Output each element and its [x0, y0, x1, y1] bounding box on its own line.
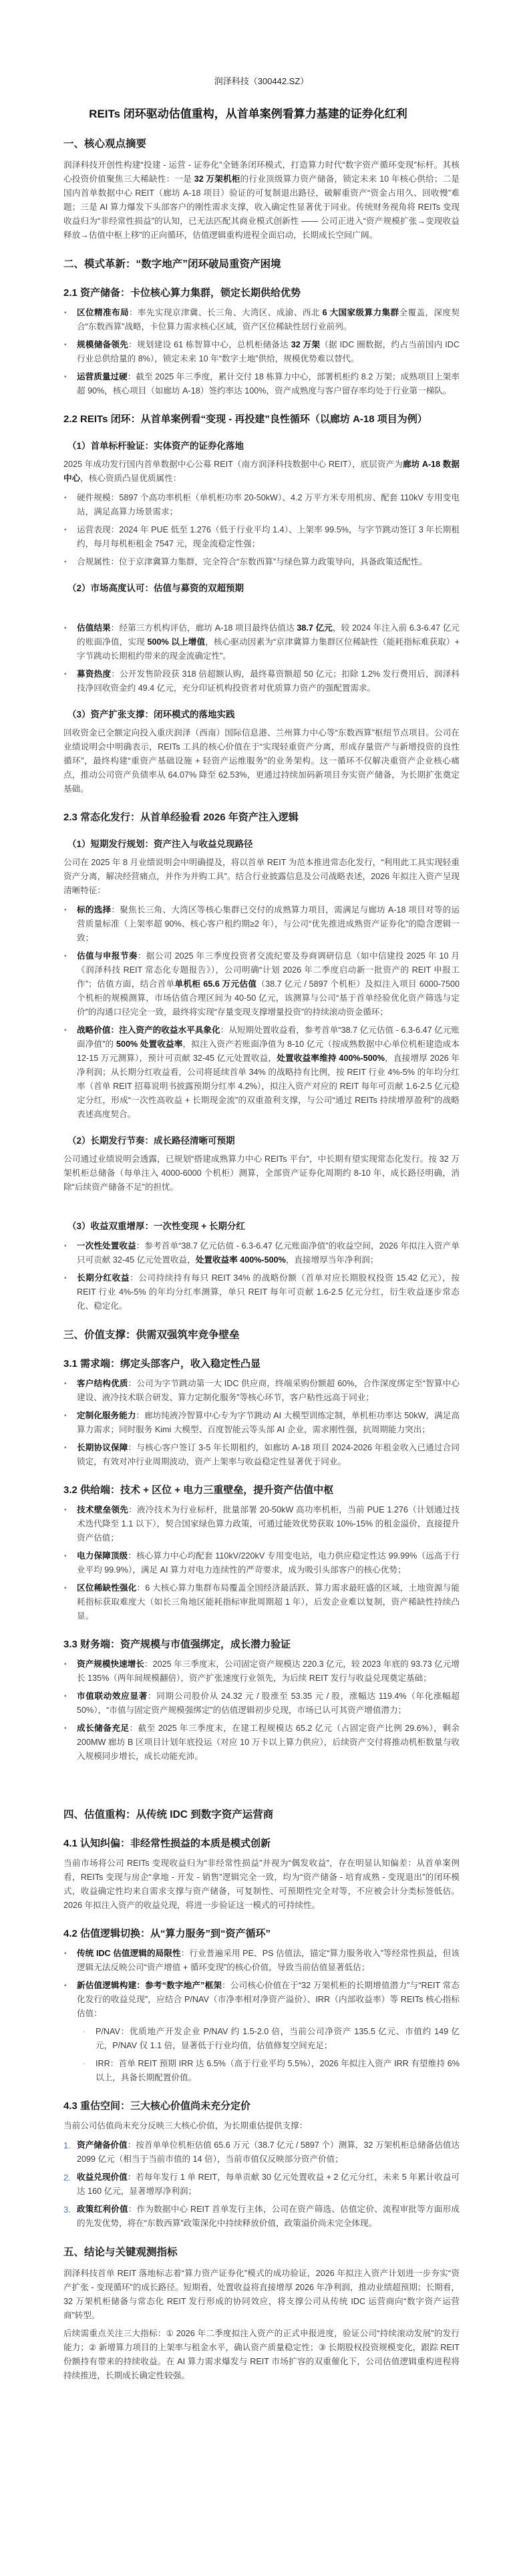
- bold-text: 标的选择: [77, 905, 112, 915]
- bold-text: 估值与申报节奏: [77, 951, 138, 961]
- subsection-heading: 2.1 资产储备：卡位核心算力集群，锁定长期供给优势: [63, 287, 301, 299]
- text-run: ：截至 2025 年三季度，累计交付 18 栋算力中心，部署机柜约 8.2 万架；成熟项目上架率超 90%，核心项目（如廊坊 A-18）签约率达 100%，资产成熟度与客户留存率均处于行业第一梯队。: [77, 372, 460, 395]
- text-run: P/NAV：优质地产开发企业 P/NAV 约 1.5-2.0 倍，当前公司净资产 135.5 亿元、市值约 149 亿元，P/NAV 仅 1.1 倍，显著低于行业均值，估值修复空间充足；: [96, 2027, 460, 2050]
- text-run: 当前市场将公司 REITs 变现收益归为“非经常性损益”并视为“偶发收益”，存在明显认知偏差：从首单案例看，REITs 变现与房企“拿地 - 开发 - 销售”逻辑完全一致，均为“资产储备 - 培育成熟 - 变现退出”的闭环模式，收益确定性均来自需求支撑与资产储备，可复制性、可预期性完全对等，不应被会计分类标签低估。2026 年拟注入资产的收益兑现，将进一步验证这一模式的可持续性。: [63, 1859, 460, 1910]
- subsection-heading: 4.2 估值逻辑切换：从“算力服务”到“资产循环”: [63, 1928, 271, 1939]
- text-run: ：按首单单位机柜估值 65.6 万元（38.7 亿元 / 5897 个）测算，32 万架机柜总储备估值达 2099 亿元（相当于当前市值的 14 倍），当前市值仅反映部分资产价值；: [77, 2140, 460, 2164]
- bullet-icon: •: [64, 1661, 67, 1668]
- bullet-list: [63, 903, 460, 1122]
- text-run: ，拟注入资产若账面净值为 8-10 亿元（按成熟数据中心单位机柜建造成本 12-15 万元测算），预计可贡献 32-45 亿元处置收益，: [77, 1039, 460, 1063]
- text-run: 润泽科技首单 REIT 落地标志着“算力资产证券化”模式的成功验证，2026 年拟注入资产计划进一步夯实“资产扩张 - 变现循环”的成长路径。短期看，处置收益将直接增厚 2026 年净利润，推动业绩超预期；长期看，32 万架机柜储备与常态化 REIT 发行形成的协同效应，将支撑公司从传统 IDC 运营商向“数字资产运营商”转型。: [63, 2269, 460, 2320]
- list-item: [63, 1441, 460, 1469]
- bullet-icon: •: [64, 671, 67, 678]
- bold-text: 收益兑现价值: [77, 2172, 128, 2182]
- text-run: 后续需重点关注三大指标：① 2026 年二季度拟注入资产的正式申报进度，验证公司“持续滚动发展”的发行能力；② 新增算力项目的上架率与租金水平，确认资产质量稳定性；③ 长期股权投资规模变化，跟踪 REIT 份额持有带来的持续收益。在 AI 算力需求爆发与 REIT 市场扩容的双重催化下，公司估值逻辑重构进程将持续推进，长期成长确定性较强。: [63, 2329, 460, 2380]
- text-run: ：公司为字节跳动第一大 IDC 供应商，终端采购份额超 60%，合作深度绑定至“智算中心建设、液冷技术联合研发、算力定制化服务”等核心环节，客户粘性远高于同业；: [77, 1379, 460, 1402]
- bold-text: 资产规模快速增长: [77, 1659, 144, 1669]
- bullet-list: [63, 1657, 460, 1764]
- paragraph: [63, 1152, 460, 1194]
- bullet-icon: •: [64, 1027, 67, 1034]
- list-item: [63, 949, 460, 1019]
- bullet-icon: •: [64, 1380, 67, 1388]
- bullet-list: [63, 1947, 460, 2085]
- bullet-icon: •: [64, 1412, 67, 1420]
- list-item: [63, 523, 460, 551]
- section-heading: 一、核心观点摘要: [63, 138, 147, 150]
- bullet-icon: •: [64, 1553, 67, 1560]
- section-heading: 五、结论与关键观测指标: [63, 2247, 178, 2258]
- paragraph: [63, 1857, 460, 1913]
- subsection-heading: 4.3 重估空间：三大核心价值尚未充分定价: [63, 2100, 251, 2112]
- bold-text: 资产储备价值: [77, 2140, 128, 2150]
- bullet-icon: •: [64, 373, 67, 381]
- text-run: 回收资金已全额定向投入重庆润泽（西南）国际信息港、兰州算力中心等“东数西算”枢纽节点项目。公司在业绩说明会中明确表示，REITs 工具的核心价值在于“实现轻重资产分离，形成存量资产与新增投资的良性循环”，最终构建“重资产基础设施 + 轻资产运维服务”的业务架构。这一循环不仅解决重资产企业核心痛点，推动公司资产负债率从 64.07% 降至 62.53%，更通过持续加码新项目夯实资产储备，为长期扩张奠定基础。: [63, 728, 460, 794]
- bold-text: 长期分红收益: [77, 1273, 130, 1283]
- bold-text: 32 万架: [291, 340, 321, 349]
- list-item: [63, 1271, 460, 1313]
- text-run: ：核心算力中心均配套 110kV/220kV 专用变电站，电力供应稳定性达 99.99%（远高于行业平均 99.9%），满足 AI 算力对电力连续性的严苛要求，成为吸引头部客户的核心优势；: [77, 1551, 460, 1575]
- list-item: [63, 1239, 460, 1267]
- list-item: [63, 306, 460, 334]
- bullet-icon: •: [64, 1275, 67, 1282]
- text-run: ：公开发售阶段获 318 倍超额认购，最终募资额超 50 亿元；扣除 1.2% 发行费用后，润泽科技净回收资金约 49.4 亿元，充分印证机构投资者对优质算力资产的强配置需求。: [77, 669, 460, 693]
- text-run: ：行业普遍采用 PE、PS 估值法，锚定“算力服务收入”等经常性损益，但该逻辑无法反映公司“资产增值 + 循环变现”的核心价值，导致当前估值显著低估；: [77, 1949, 460, 1972]
- text-run: IRR：首单 REIT 预期 IRR 达 6.5%（高于行业平均 5.5%），2026 年拟注入资产 IRR 有望维持 6% 以上，具备长期配置价值。: [96, 2059, 460, 2082]
- list-item: [63, 2203, 460, 2231]
- bold-text: 区位稀缺性强化: [77, 1583, 137, 1593]
- list-item: [63, 667, 460, 695]
- text-run: ：若每年发行 1 单 REIT，每单贡献 30 亿元处置收益 + 2 亿元分红，未来 5 年累计收益可达 160 亿元，显著增厚净利润；: [77, 2172, 460, 2196]
- bullet-list: [63, 1239, 460, 1313]
- sub-subsection-heading: （3）收益双重增厚：一次性变现 + 长期分红: [67, 1221, 245, 1231]
- paragraph: [63, 458, 460, 486]
- sub-subsection-heading: （1）首单标杆验证：实体资产的证券化落地: [67, 441, 244, 451]
- sub-subsection-heading: （1）短期发行规划：资产注入与收益兑现路径: [67, 839, 253, 849]
- subsection-heading: 2.3 常态化发行：从首单经验看 2026 年资产注入逻辑: [63, 812, 299, 823]
- text-run: ，核心驱动因素为“京津冀算力集群区位稀缺性（能耗指标难获取）+ 字节跳动长期租约带来的现金流确定性”。: [77, 637, 460, 661]
- list-item: [63, 370, 460, 398]
- list-item: [63, 2138, 460, 2166]
- text-run: ：同期公司股价从 24.32 元 / 股涨至 53.35 元 / 股，涨幅达 119.4%（年化涨幅超 50%），“市值与固定资产规模强绑定”的估值逻辑初步兑现，市场已认可其资产增值潜力；: [77, 1692, 460, 1715]
- subsection-heading: 3.2 供给端：技术 + 区位 + 电力三重壁垒，提升资产估值中枢: [63, 1484, 334, 1496]
- nested-list-item: [77, 2057, 460, 2085]
- text-run: 润泽科技开创性构建“投建 - 运营 - 证券化”全链条闭环模式，打造算力时代“数字资产循环变现”标杆。其核心投资价值聚焦三大稀缺性：一是: [63, 160, 460, 184]
- text-run: ，核心资质凸显优质属性：: [80, 474, 182, 483]
- text-run: ：据公司 2025 年三季度投资者交流纪要及券商调研信息（如中信建投 2025 年 10 月《润泽科技 REIT 常态化专题报告》），公司明确“计划 2026 年二季度启动新一批资产的 REIT 申报工作”；估值方面，结合首单: [77, 951, 460, 989]
- paragraph: [63, 2327, 460, 2383]
- bullet-icon: •: [64, 1585, 67, 1592]
- nested-list: [77, 2025, 460, 2085]
- bullet-icon: •: [64, 1725, 67, 1732]
- bullet-icon: •: [64, 1444, 67, 1452]
- bold-text: 客户结构优质: [77, 1379, 128, 1388]
- paragraph: [63, 726, 460, 796]
- text-run: 2025 年成功发行国内首单数据中心公募 REIT（南方润泽科技数据中心 REIT），底层资产为: [63, 460, 403, 469]
- bullet-icon: •: [64, 907, 67, 914]
- bullet-list: [63, 491, 460, 569]
- bold-text: 处置收益率维持 400%-500%: [277, 1054, 385, 1063]
- bullet-icon: •: [64, 625, 67, 632]
- list-item: [63, 1722, 460, 1764]
- bold-text: 500% 以上增值: [147, 637, 206, 647]
- bullet-list: [63, 621, 460, 695]
- list-number: 1.: [63, 2140, 71, 2150]
- text-run: ：作为数据中心 REIT 首单发行主体，公司在资产筛选、估值定价、流程审批等方面形成的先发优势，将在“东数西算”政策深化中持续释放价值，政策溢价尚未完全体现。: [77, 2205, 460, 2228]
- text-run: ，较 2024 年注入前 6.3-6.47 亿元的账面净值，实现: [77, 623, 460, 647]
- bold-text: 一次性处置收益: [77, 1241, 136, 1251]
- list-item: [63, 338, 460, 366]
- paragraph: [63, 2119, 460, 2133]
- sub-subsection-heading: （3）资产扩张支撑：闭环模式的落地实践: [67, 709, 235, 719]
- text-run: 硬件规模：5897 个高功率机柜（单机柜功率 20-50kW）、4.2 万平方米专用机房、配套 110kV 专用变电站，满足高算力场景需求；: [77, 493, 460, 516]
- text-run: ：廊坊纯液冷智算中心专为字节跳动 AI 大模型训练定制，单机柜功率达 50kW，满足高算力需求；同时服务 Kimi 大模型、百度智能云等头部 AI 企业，需求刚性强，抗周期能力突出；: [77, 1411, 460, 1434]
- sub-subsection-heading: （2）市场高度认可：估值与募资的双超预期: [67, 583, 244, 593]
- bold-text: 技术壁垒领先: [77, 1505, 129, 1514]
- bullet-list: [63, 1377, 460, 1469]
- list-item: [63, 1979, 460, 2085]
- bold-text: 传统 IDC 估值逻辑的局限性: [77, 1949, 181, 1958]
- bold-text: 长期协议保障: [77, 1443, 128, 1452]
- list-item: [63, 491, 460, 519]
- bold-text: 廊坊 A-18 数据中心: [63, 460, 460, 483]
- text-run: ，直接增厚当年净利润；: [285, 1255, 379, 1265]
- paragraph: [63, 158, 460, 243]
- list-item: [63, 1689, 460, 1718]
- subsection-heading: 2.2 REITs 闭环：从首单案例看“变现 - 再投建”良性循环（以廊坊 A-18 项目为例）: [63, 414, 428, 425]
- hollow-bullet-icon: ◦: [83, 2060, 86, 2067]
- text-run: ：截至 2025 年三季度末，在建工程规模达 65.2 亿元（占固定资产比例 29.6%），剩余 200MW 廊坊 B 区项目计划年底投运（对应 10 万卡以上算力供应），后续资产交付将推动机柜数量与收入规模同步增长，成长动能充沛。: [77, 1724, 460, 1761]
- text-run: 公司通过业绩说明会透露，已规划“搭建成熟算力中心 REITs 平台”，中长期有望实现常态化发行。按 32 万架机柜总储备（每单注入 4000-6000 个机柜）测算，全部资产证券化周期约 8-10 年，成长路径明确，消除“后续资产储备不足”的担忧。: [63, 1154, 460, 1192]
- bold-text: 规模储备领先: [77, 340, 129, 349]
- text-run: 合规属性：位于京津冀算力集群，完全符合“东数西算”与绿色算力政策导向，具备政策适配性。: [77, 557, 428, 567]
- text-run: 当前公司估值尚未充分反映三大核心价值，为长期重估提供支撑：: [63, 2121, 308, 2130]
- sub-subsection-heading: （2）长期发行节奏：成长路径清晰可预期: [67, 1136, 235, 1146]
- text-run: （据 IDC 圈数据，约占当前国内 IDC 行业总供给量的 8%），锁定未来 10 年“数字土地”供给，规模优势难以替代。: [77, 340, 460, 363]
- paragraph: [63, 2267, 460, 2323]
- nested-list-item: [77, 2025, 460, 2053]
- bold-text: 32 万架机柜: [194, 174, 240, 184]
- text-run: 运营表现：2024 年 PUE 低至 1.276（低于行业平均 1.4）、上架率 99.5%，与字节跳动签订 3 年长期租约，每月每机柜租金 7547 元，现金流稳定性强；: [77, 525, 460, 548]
- bold-text: 6 大国家级算力集群: [322, 308, 399, 317]
- text-run: ：公司持续持有每只 REIT 34% 的战略份额（首单对应长期股权投资 15.42 亿元），按 REIT 行业 4%-5% 的年均分红率测算，单只 REIT 每年可贡献 1.6-2.5 亿元分红，衍生收益逐步常态化、稳定化。: [77, 1273, 460, 1311]
- list-item: [63, 2170, 460, 2199]
- bold-text: 政策红利价值: [77, 2205, 128, 2214]
- text-run: ：公司核心价值在于“32 万架机柜的长期增值潜力”与“REIT 常态化发行的收益兑现”，应结合 P/NAV（市净率相对净资产溢价）、IRR（内部收益率）等 REITs 核心指标估值：: [77, 1981, 460, 2018]
- section-heading: 二、模式革新：“数字地产”闭环破局重资产困境: [63, 259, 281, 270]
- bullet-icon: •: [64, 1693, 67, 1700]
- list-item: [63, 1581, 460, 1623]
- bold-text: 估值结果: [77, 623, 111, 633]
- bullet-list: [63, 1503, 460, 1623]
- list-item: [63, 1503, 460, 1545]
- list-item: [63, 555, 460, 569]
- text-run: ：聚焦长三角、大湾区等核心集群已交付的成熟算力项目，需满足与廊坊 A-18 项目对等的运营质量标准（上架率超 90%、核心客户租约期≥2 年），与公司“优先推进成熟资产证券化”的隐含逻辑一致；: [77, 905, 460, 943]
- bold-text: 成长储备充足: [77, 1724, 130, 1733]
- list-item: [63, 1947, 460, 1975]
- bullet-icon: •: [64, 953, 67, 960]
- company-name: 润泽科技（300442.SZ）: [214, 76, 309, 86]
- bullet-icon: •: [64, 1243, 67, 1250]
- bullet-icon: •: [64, 309, 67, 317]
- text-run: ：与核心客户签订 3-5 年长期租约，如廊坊 A-18 项目 2024-2026 年租金收入已通过合同锁定，有效对冲行业周期波动，资产上架率与收益稳定性显著优于同业。: [77, 1443, 460, 1466]
- text-run: 的行业顶级算力资产储备，锁定未来 10 年核心供给；二是国内首单数据中心 REIT（廊坊 A-18 项目）验证的可复制退出路径，破解重资产“资金占用久、回收慢”难题；三是 AI 算力爆发下头部客户的刚性需求支撑，收入确定性显著优于同业。传统财务视角将 REITs 变现收益归为“非经常性损益”的认知，已无法匹配其商业模式创新性 —— 公司正进入“资产规模扩张→变现收益释放→估值中枢上移”的正向循环，估值逻辑重构进程全面启动，长期成长空间广阔。: [63, 174, 460, 240]
- bullet-icon: •: [64, 1982, 67, 1989]
- subsection-heading: 3.1 需求端：绑定头部客户，收入稳定性凸显: [63, 1358, 261, 1370]
- bold-text: 处置收益率 400%-500%: [195, 1255, 286, 1265]
- text-run: （38.7 亿元 / 5897 个机柜）及拟注入项目 6000-7500 个机柜的规模测算，市场估值合理区间为 40-50 亿元，该测算与公司“基于首单经验优化资产筛选与定价”的沟通口径完全一致，最终将实现“存量变现支撑增量投资”的持续滚动资金循环；: [77, 979, 460, 1017]
- bold-text: 定制化服务能力: [77, 1411, 136, 1420]
- bold-text: 38.7 亿元: [297, 623, 333, 633]
- list-item: [63, 903, 460, 945]
- list-item: [63, 1023, 460, 1122]
- bold-text: 运营质量过硬: [77, 372, 128, 381]
- bold-text: 新估值逻辑构建：参考“数字地产”框架: [77, 1981, 222, 1990]
- bullet-icon: •: [64, 1950, 67, 1957]
- list-item: [63, 1409, 460, 1437]
- bold-text: 电力保障顶级: [77, 1551, 128, 1561]
- text-run: ：参考首单“38.7 亿元估值 - 6.3-6.47 亿元账面净值”的收益空间，2026 年拟注入资产单只可贡献 32-45 亿元处置收益，: [77, 1241, 460, 1265]
- numbered-list: [63, 2138, 460, 2231]
- bullet-icon: •: [64, 494, 67, 502]
- paragraph: [63, 856, 460, 898]
- text-run: ：率先实现京津冀、长三角、大湾区、成渝、西北: [128, 308, 323, 317]
- list-item: [63, 621, 460, 663]
- subsection-heading: 4.1 认知纠偏：非经常性损益的本质是模式创新: [63, 1838, 271, 1849]
- text-run: ：液冷技术为行业标杆，批量部署 20-50kW 高功率机柜，当前 PUE 1.276（计划通过技术迭代降至 1.1 以下），契合国家绿色算力政策，可通过能效优势获取 10%-15% 的租金溢价，直接提升资产估值；: [77, 1505, 460, 1543]
- bold-text: 募资热度: [77, 669, 112, 679]
- report-body: [63, 137, 460, 2383]
- text-run: ：2025 年三季度末，公司固定资产规模达 220.3 亿元，较 2023 年底的 93.73 亿元增长 135%（两年间规模翻倍），资产扩张速度行业领先，为后续 REIT 发行与收益兑现奠定基础；: [77, 1659, 460, 1683]
- bold-text: 区位精准布局: [77, 308, 129, 317]
- list-item: [63, 1657, 460, 1685]
- text-run: ：从短期处置收益看，参考首单“38.7 亿元估值 - 6.3-6.47 亿元账面净值”的: [77, 1025, 460, 1049]
- text-run: 公司在 2025 年 8 月业绩说明会中明确提及，将以首单 REIT 为范本推进常态化发行，“利用此工具实现轻重资产分离，解决经营痛点，并作为并购工具”。结合行业披露信息及公司战略表述，2026 年拟注入资产呈现清晰特征：: [63, 858, 460, 895]
- text-run: ，直接增厚 2026 年净利润；从长期分红收益看，公司将延续首单 34% 的战略持有比例，按 REIT 行业 4%-5% 的年均分红率（首单 REIT 招募说明书披露预期分红率 4.2%），拟注入资产对应的 REIT 每年可贡献 1.6-2.5 亿元稳定分红，形成“一次性高收益 + 长期现金流”的双重盈利支撑，与公司“通过 REITs 持续增厚盈利”的战略表述高度契合。: [77, 1054, 460, 1119]
- list-number: 3.: [63, 2205, 71, 2215]
- bullet-icon: •: [64, 341, 67, 349]
- text-run: ：经第三方机构评估，廊坊 A-18 项目最终估值达: [110, 623, 297, 633]
- section-heading: 四、估值重构：从传统 IDC 到数字资产运营商: [63, 1809, 274, 1820]
- list-item: [63, 1549, 460, 1577]
- bold-text: 单机柜 65.6 万元估值: [174, 979, 257, 989]
- bold-text: 500% 处置收益率: [116, 1039, 183, 1049]
- list-item: [63, 1377, 460, 1405]
- bullet-list: [63, 306, 460, 398]
- bold-text: 战略价值：注入资产的收益水平具象化: [77, 1025, 220, 1035]
- list-number: 2.: [63, 2172, 71, 2183]
- bullet-icon: •: [64, 1506, 67, 1514]
- subsection-heading: 3.3 财务端：资产规模与市值强绑定，成长潜力验证: [63, 1639, 291, 1650]
- text-run: 全覆盖，深度契合“东数西算”战略，卡位算力需求核心区域，资产区位稀缺性居行业前列。: [77, 308, 460, 331]
- section-heading: 三、价值支撑：供需双强筑牢竞争壁垒: [63, 1329, 240, 1341]
- text-run: ：规划建设 61 栋智算中心，总机柜储备达: [128, 340, 291, 349]
- bullet-icon: •: [64, 526, 67, 534]
- bullet-icon: •: [64, 558, 67, 566]
- text-run: ：6 大核心算力集群布局覆盖全国经济最活跃、算力需求最旺盛的区域，土地资源与能耗指标获取难度大（如长三角地区能耗指标审批周期超 1 年），后发企业难以复制，资产稀缺性持续凸显。: [77, 1583, 460, 1621]
- report-title: REITs 闭环驱动估值重构，从首单案例看算力基建的证券化红利: [89, 108, 407, 120]
- bold-text: 市值联动效应显著: [77, 1692, 148, 1701]
- hollow-bullet-icon: ◦: [83, 2028, 86, 2035]
